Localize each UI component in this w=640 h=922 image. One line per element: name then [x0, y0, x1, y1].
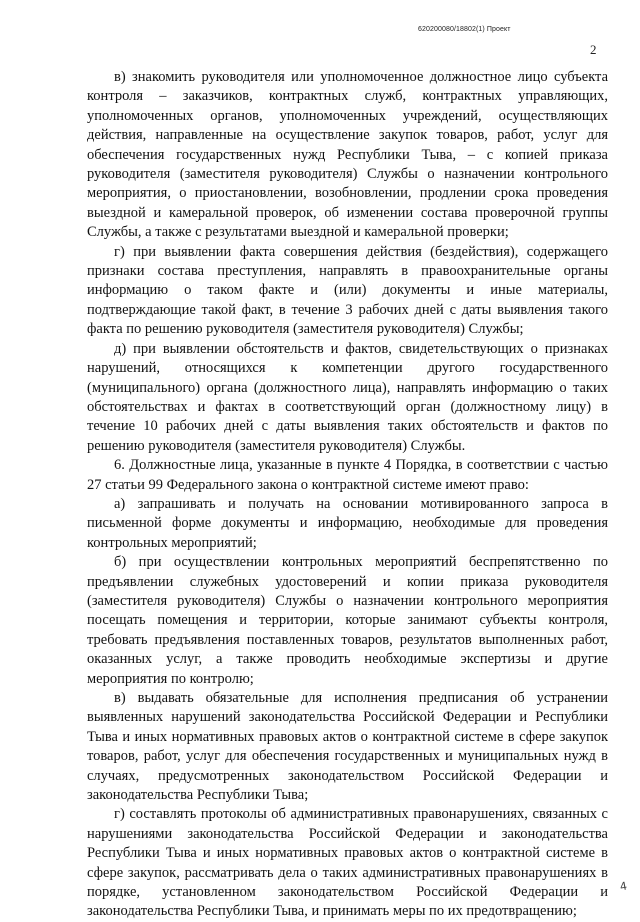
paragraph-6-rights-intro: 6. Должностные лица, указанные в пункте 4 Порядка, в соответствии с частью 27 статьи 99 Федерального закона о контрактной системе имеют право: — [87, 457, 608, 493]
document-reference-number: 620200080/18802(1) Проект — [418, 26, 511, 33]
paragraph-b-access-premises: б) при осуществлении контрольных мероприятий беспрепятственно по предъявлении служебных удостоверений и копии приказа руководителя (заместителя руководителя) Службы о назначении контрольного мероприятия посещать помещения и территории, которые занимают субъекты контроля, требовать предъявления поставленных товаров, результатов выполненных работ, оказанных услуг, а также проводить необходимые экспертизы и другие мероприятия по контролю; — [87, 554, 608, 687]
paragraph-g-crime-report: г) при выявлении факта совершения действия (бездействия), содержащего признаки состава преступления, направлять в правоохранительные органы информацию о таком факте и (или) документы и иные материалы, подтверждающие такой факт, в течение 3 рабочих дней с даты выявления такого факта по решению руководителя (заместителя руководителя) Службы; — [87, 243, 608, 338]
paragraph-d-other-authority: д) при выявлении обстоятельств и фактов, свидетельствующих о признаках нарушений, относящихся к компетенции другого государственного (муниципального) органа (должностного лица), направлять информацию о таких обстоятельствах и фактах в соответствующий орган (должностному лицу) в течение 10 рабочих дней с даты выявления таких обстоятельств и фактов по решению руководителя (заместителя руководителя) Службы. — [87, 340, 608, 454]
paragraph-g-protocols: г) составлять протоколы об административных правонарушениях, связанных с нарушениями законодательства Российской Федерации и законодательства Республики Тыва и иных нормативных правовых актов о контрактной системе в сфере закупок, рассматривать дела о таких административных правонарушениях в порядке, установленном законодательством Российской Федерации и законодательства Республики Тыва, и принимать меры по их предотвращению; — [87, 806, 608, 920]
paragraph-a-request-documents: а) запрашивать и получать на основании мотивированного запроса в письменной форме документы и информацию, необходимые для проведения контрольных мероприятий; — [87, 495, 608, 551]
handwritten-corner-mark: 4 — [618, 879, 629, 894]
paragraph-v-issue-orders: в) выдавать обязательные для исполнения предписания об устранении выявленных нарушений законодательства Российской Федерации и Республики Тыва и иных нормативных правовых актов о контрактной системе в сфере закупок товаров, работ, услуг для обеспечения государственных и муниципальных нужд в случаях, предусмотренных законодательством Российской Федерации и законодательства Республики Тыва; — [87, 690, 608, 804]
page-number: 2 — [590, 42, 597, 57]
document-body — [87, 68, 608, 922]
paragraph-v-familiarize: в) знакомить руководителя или уполномоченное должностное лицо субъекта контроля – заказчиков, контрактных служб, контрактных управляющих, уполномоченных органов, уполномоченных учреждений, осуществляющих действия, направленные на осуществление закупок товаров, работ, услуг для обеспечения государственных нужд Республики Тыва, – с копией приказа руководителя (заместителя руководителя) Службы о назначении контрольного мероприятия, о приостановлении, возобновлении, продлении срока проведения выездной и камеральной проверок, об изменении состава проверочной группы Службы, а также с результатами выездной и камеральной проверки; — [87, 69, 608, 241]
